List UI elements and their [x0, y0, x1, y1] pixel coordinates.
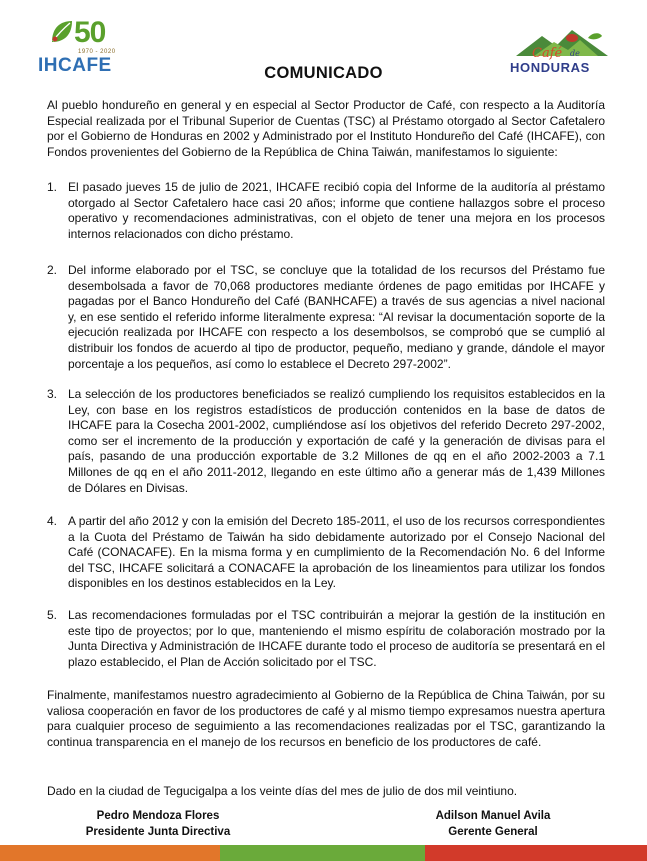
list-item — [47, 180, 605, 242]
footer-orange-stripe — [0, 845, 220, 861]
closing-paragraph: Finalmente, manifestamos nuestro agradecimiento al Gobierno de la República de China Taiwán, por su valiosa cooperación en favor de los productores de café y al mismo tiempo expresamos nuestra apertura para cualquier proceso de seguimiento a las recomendaciones realizadas por el TSC, garantizando la continua transparencia en el manejo de los recursos en beneficio de los productores de café. — [47, 688, 605, 749]
list-text: A partir del año 2012 y con la emisión del Decreto 185-2011, el uso de los recursos correspondientes a la Cuota del Préstamo de Taiwán ha sido debidamente autorizado por el Consejo Nacional del Café (CONACAFE). En la misma forma y en cumplimiento de la Recomendación No. 6 del Informe del TSC, IHCAFE solicitará a CONACAFE la aprobación de los lineamientos para utilizar los fondos disponibles en los destinos establecidos en la Ley. — [68, 514, 605, 591]
list-text: Las recomendaciones formuladas por el TSC contribuirán a mejorar la gestión de la institución en este tipo de proyectos; por lo que, manteniendo el mismo espíritu de colaboración mostrado por la Junta Directiva y Administración de IHCAFE durante todo el proceso de auditoría se presentará en el plazo establecido, el Plan de Acción solicitado por el TSC. — [68, 608, 605, 669]
ihcafe-wordmark: IHCAFE — [38, 55, 112, 76]
list-item — [47, 387, 605, 496]
list-item — [47, 608, 605, 670]
list-number: 2. — [47, 263, 58, 277]
list-item — [47, 263, 605, 372]
list-text: El pasado jueves 15 de julio de 2021, IHCAFE recibió copia del Informe de la auditoría al préstamo otorgado al Sector Cafetalero hace casi 20 años; informe que contiene hallazgos sobre el proceso operativo y recomendaciones administrativas, con el objeto de tener una mejora en los procesos internos relacionados con dicho préstamo. — [68, 180, 605, 241]
date-line: Dado en la ciudad de Tegucigalpa a los veinte días del mes de julio de dos mil veintiuno. — [47, 784, 518, 798]
anniversary-years: 1970 - 2020 — [78, 49, 116, 55]
signature-block-manager — [418, 808, 568, 840]
coffee-leaf-icon — [48, 18, 76, 46]
list-text: La selección de los productores beneficiados se realizó cumpliendo los requisitos establecidos en la Ley, con base en los registros estadísticos de producción contenidos en la base de datos de IHCAFE para la Cosecha 2001-2002, cumpliéndose así los objetivos del referido Decreto 297-2002, como ser el incremento de la producción y exportación de café y la generación de divisas para el país, pasando de una producción exportable de 3.2 Millones de qq en el año 2002-2003 a 7.1 Millones de qq en el año 2011-2012, llegando en este último año a generar más de 1,439 Millones de Dólares en Divisas. — [68, 387, 605, 495]
footer-red-stripe — [425, 845, 647, 861]
signature-block-president — [78, 808, 238, 840]
signer-name: Pedro Mendoza Flores — [96, 810, 220, 822]
signer-name: Adilson Manuel Avila — [435, 810, 551, 822]
list-number: 1. — [47, 180, 58, 194]
intro-paragraph: Al pueblo hondureño en general y en especial al Sector Productor de Café, con respecto a la Auditoría Especial realizada por el Tribunal Superior de Cuentas (TSC) al Préstamo otorgado al Sector Cafetalero por el Gobierno de Honduras en 2002 y Administrado por el Instituto Hondureño del Café (IHCAFE), con Fondos provenientes del Gobierno de la República de China Taiwán, manifestamos lo siguiente: — [47, 98, 605, 159]
honduras-wordmark: HONDURAS — [510, 60, 590, 75]
list-number: 5. — [47, 608, 58, 622]
page-title: COMUNICADO — [264, 64, 383, 82]
ihcafe-logo — [38, 12, 138, 76]
footer-green-stripe — [220, 845, 425, 861]
list-text: Del informe elaborado por el TSC, se concluye que la totalidad de los recursos del Préstamo fue desembolsada a favor de 70,068 productores mediante órdenes de pago emitidas por IHCAFE y pagadas por el Banco Hondureño del Café (BANHCAFE) a través de sus agencias a nivel nacional y, en ese sentido el referido informe literalmente expresa: “Al revisar la documentación soporte de la ejecución realizada por IHCAFE con respecto a los desembolsos, se comprobó que se cumplió al distribuir los fondos de acuerdo al tipo de productor, pequeño, mediano y grande, dándole el mayor porcentaje a los pequeños, así como lo establece el Decreto 297-2002”. — [68, 263, 605, 371]
anniversary-number: 50 — [74, 16, 106, 49]
cafe-connector: de — [570, 49, 580, 58]
signer-role: Gerente General — [448, 826, 538, 838]
signer-role: Presidente Junta Directiva — [85, 826, 231, 838]
cafe-script: Café — [532, 46, 563, 61]
list-number: 3. — [47, 387, 58, 401]
footer-color-bar — [0, 845, 647, 861]
list-item — [47, 514, 605, 592]
list-number: 4. — [47, 514, 58, 528]
